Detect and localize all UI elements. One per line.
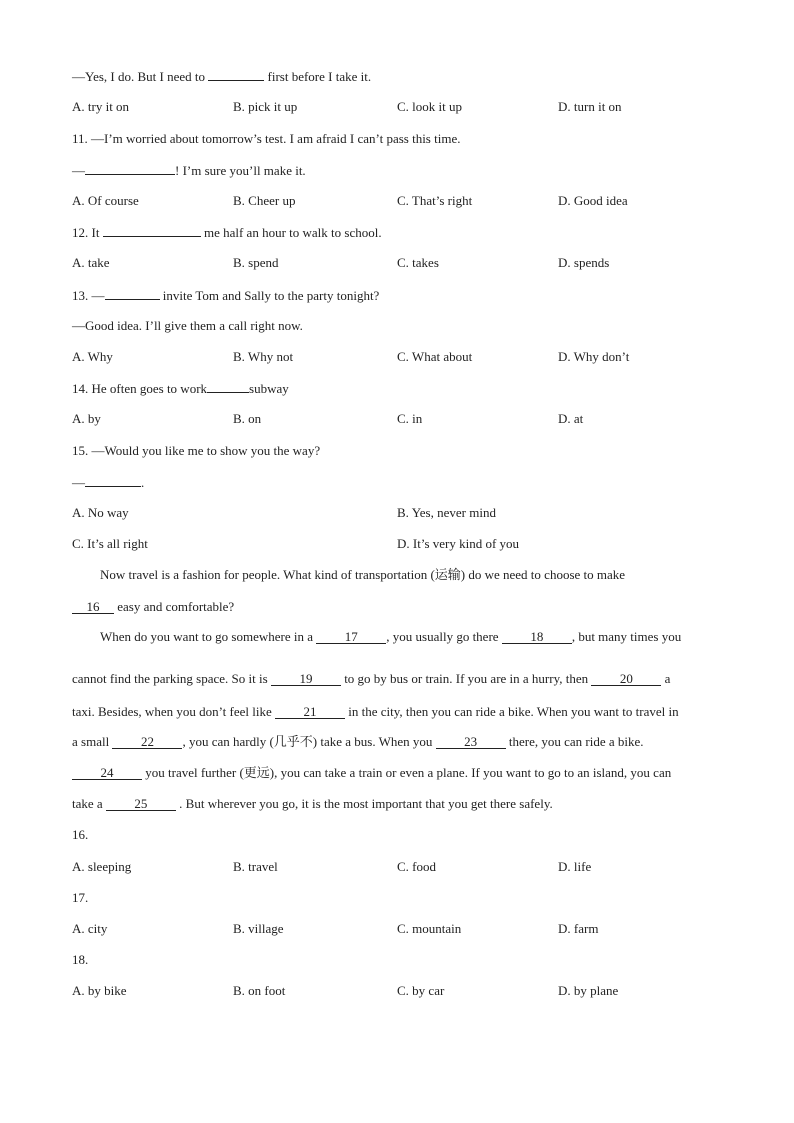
passage-text: a — [664, 671, 671, 686]
q15-reply-line — [72, 474, 144, 491]
option-a[interactable]: A. Why — [72, 349, 113, 364]
option-a[interactable]: A. by bike — [72, 983, 127, 998]
q14-stem — [72, 380, 289, 397]
option-a[interactable]: A. by — [72, 411, 101, 426]
cloze-blank-20[interactable]: 20 — [591, 672, 661, 686]
option-d[interactable]: D. It’s very kind of you — [397, 536, 520, 551]
option-c[interactable]: C. in — [397, 411, 423, 426]
answer-blank[interactable] — [85, 162, 175, 175]
q14-stem-start: 14. He often goes to work — [72, 381, 208, 396]
answer-blank[interactable] — [207, 380, 249, 393]
q16-number: 16. — [72, 827, 89, 842]
option-c[interactable]: C. by car — [397, 983, 445, 998]
q12-stem — [72, 224, 382, 241]
q15-reply-end: . — [141, 475, 145, 490]
q12-stem-end: me half an hour to walk to school. — [203, 225, 382, 240]
passage-text: , you can hardly (几乎不) take a bus. When you — [182, 734, 433, 749]
passage-text: a small — [72, 734, 110, 749]
passage-text: take a — [72, 796, 103, 811]
q12-stem-start: 12. It — [72, 225, 100, 240]
option-d[interactable]: D. Why don’t — [558, 349, 630, 364]
cloze-blank-19[interactable]: 19 — [271, 672, 341, 686]
q13-stem-start: 13. — — [72, 288, 105, 303]
option-b[interactable]: B. on foot — [233, 983, 286, 998]
option-a[interactable]: A. city — [72, 921, 108, 936]
q13-stem-end: invite Tom and Sally to the party tonight? — [162, 288, 380, 303]
passage-line — [72, 704, 679, 720]
option-b[interactable]: B. Cheer up — [233, 193, 296, 208]
passage-line — [72, 734, 644, 750]
option-c[interactable]: C. What about — [397, 349, 473, 364]
passage-text: to go by bus or train. If you are in a hurry, then — [344, 671, 589, 686]
cloze-blank-17[interactable]: 17 — [316, 630, 386, 644]
cloze-blank-23[interactable]: 23 — [436, 735, 506, 749]
passage-comma: , — [386, 629, 390, 644]
option-c[interactable]: C. It’s all right — [72, 536, 148, 551]
option-c[interactable]: C. mountain — [397, 921, 462, 936]
option-a[interactable]: A. sleeping — [72, 859, 132, 874]
q11-stem: 11. —I’m worried about tomorrow’s test. I am afraid I can’t pass this time. — [72, 131, 461, 146]
q13-reply: —Good idea. I’ll give them a call right now. — [72, 318, 303, 333]
passage-line — [72, 671, 670, 687]
q15-reply-dash: — — [72, 475, 85, 490]
option-b[interactable]: B. spend — [233, 255, 279, 270]
passage-text: you usually go there — [392, 629, 499, 644]
cloze-blank-18[interactable]: 18 — [502, 630, 572, 644]
q11-reply-line — [72, 162, 306, 179]
option-c[interactable]: C. That’s right — [397, 193, 473, 208]
passage-text: . But wherever you go, it is the most important that you get there safely. — [179, 796, 553, 811]
passage-text: easy and comfortable? — [117, 599, 235, 614]
cloze-blank-16[interactable]: 16 — [72, 600, 114, 614]
passage-text: When do you want to go somewhere in a — [100, 629, 314, 644]
passage-text: taxi. Besides, when you don’t feel like — [72, 704, 272, 719]
option-d[interactable]: D. turn it on — [558, 99, 622, 114]
passage-line — [100, 629, 681, 645]
passage-line — [72, 796, 553, 812]
option-d[interactable]: D. at — [558, 411, 584, 426]
passage-line — [72, 599, 234, 615]
passage-line — [72, 765, 671, 781]
option-a[interactable]: A. Of course — [72, 193, 139, 208]
option-b[interactable]: B. village — [233, 921, 284, 936]
q10-reply-text: —Yes, I do. But I need to — [72, 69, 206, 84]
q18-number: 18. — [72, 952, 89, 967]
cloze-blank-21[interactable]: 21 — [275, 705, 345, 719]
option-a[interactable]: A. No way — [72, 505, 129, 520]
passage-line: Now travel is a fashion for people. What kind of transportation (运输) do we need to choose to make — [100, 567, 626, 582]
option-d[interactable]: D. spends — [558, 255, 610, 270]
cloze-blank-24[interactable]: 24 — [72, 766, 142, 780]
cloze-blank-22[interactable]: 22 — [112, 735, 182, 749]
passage-text: there, you can ride a bike. — [508, 734, 644, 749]
option-a[interactable]: A. take — [72, 255, 110, 270]
answer-blank[interactable] — [208, 68, 264, 81]
q13-stem — [72, 287, 379, 304]
passage-text: you travel further (更远), you can take a train or even a plane. If you want to go to an island, you can — [145, 765, 672, 780]
option-b[interactable]: B. pick it up — [233, 99, 298, 114]
option-b[interactable]: B. on — [233, 411, 262, 426]
q17-number: 17. — [72, 890, 89, 905]
option-b[interactable]: B. travel — [233, 859, 278, 874]
option-c[interactable]: C. food — [397, 859, 436, 874]
q11-reply-text: ! I’m sure you’ll make it. — [175, 163, 306, 178]
option-c[interactable]: C. takes — [397, 255, 439, 270]
answer-blank[interactable] — [85, 474, 141, 487]
option-b[interactable]: B. Yes, never mind — [397, 505, 496, 520]
passage-text: in the city, then you can ride a bike. When you want to travel in — [348, 704, 679, 719]
q14-stem-end: subway — [249, 381, 289, 396]
option-d[interactable]: D. life — [558, 859, 592, 874]
q10-reply-text-end: first before I take it. — [267, 69, 372, 84]
q11-reply-dash: — — [72, 163, 85, 178]
option-d[interactable]: D. Good idea — [558, 193, 628, 208]
option-d[interactable]: D. by plane — [558, 983, 619, 998]
option-c[interactable]: C. look it up — [397, 99, 463, 114]
option-a[interactable]: A. try it on — [72, 99, 130, 114]
option-d[interactable]: D. farm — [558, 921, 599, 936]
option-b[interactable]: B. Why not — [233, 349, 294, 364]
answer-blank[interactable] — [103, 224, 201, 237]
answer-blank[interactable] — [105, 287, 160, 300]
q15-stem: 15. —Would you like me to show you the way? — [72, 443, 321, 458]
passage-text: , but many times you — [571, 629, 682, 644]
cloze-blank-25[interactable]: 25 — [106, 797, 176, 811]
q10-reply-line — [72, 68, 371, 85]
passage-text: cannot find the parking space. So it is — [72, 671, 268, 686]
